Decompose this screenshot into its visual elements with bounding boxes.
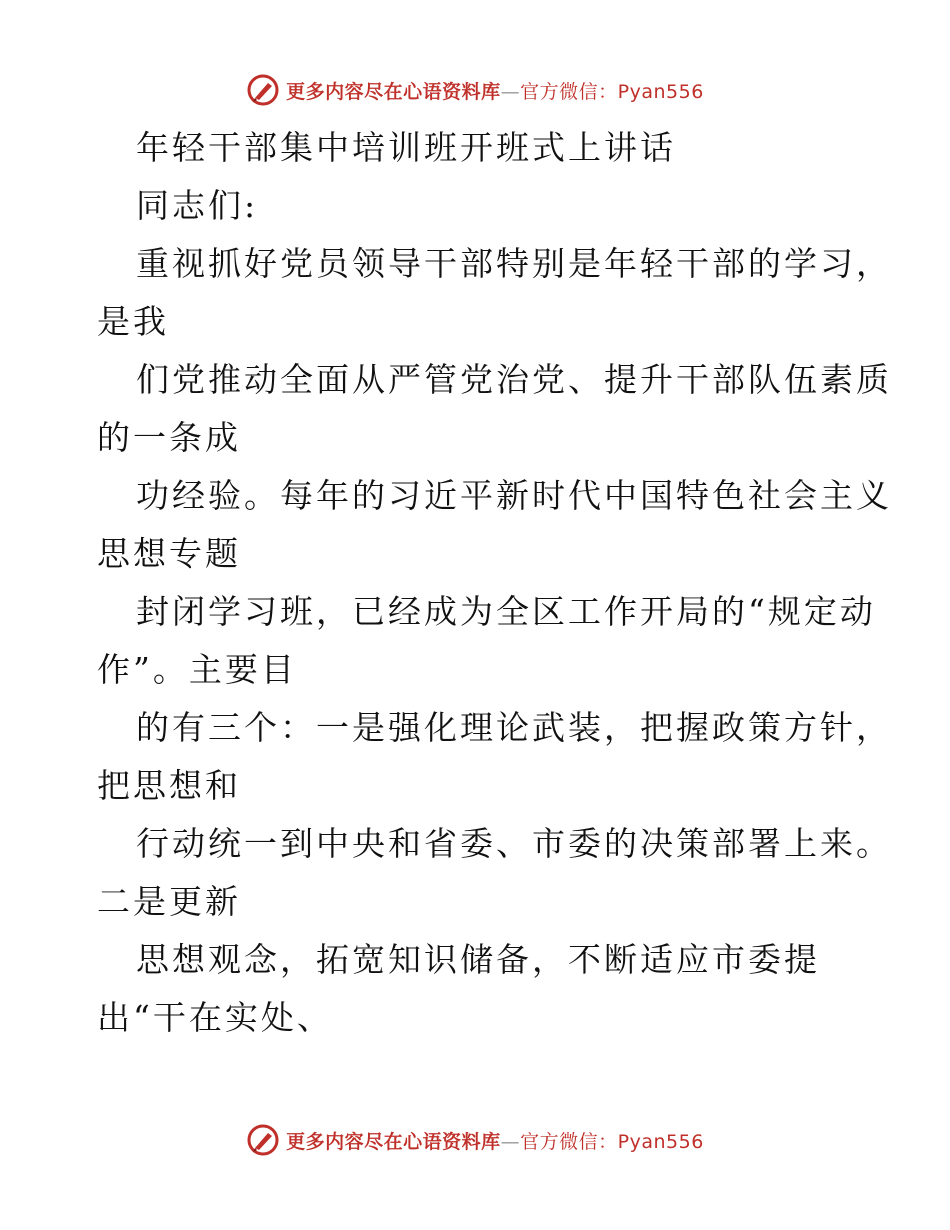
banner-contact: 官方微信：Pyan556 (520, 1130, 704, 1153)
banner-text (286, 77, 704, 104)
paragraph-line: 的一条成 (97, 418, 241, 457)
paragraph-line: 们党推动全面从严管党治党、提升干部队伍素质 (136, 360, 892, 399)
paragraph-line: 作”。主要目 (97, 650, 297, 689)
paragraph-line: 思想观念，拓宽知识储备，不断适应市委提 (136, 940, 820, 979)
paragraph-line: 是我 (97, 302, 169, 341)
banner-brand: 更多内容尽在心语资料库 (286, 80, 501, 103)
banner-separator: — (500, 1130, 521, 1153)
document-title: 年轻干部集中培训班开班式上讲话 (136, 128, 676, 167)
paragraph-line: 封闭学习班，已经成为全区工作开局的“规定动 (136, 592, 876, 631)
paragraph-line: 二是更新 (97, 882, 241, 921)
paragraph-line: 把思想和 (97, 766, 241, 805)
banner-separator: — (500, 80, 521, 103)
paragraph-line: 功经验。每年的习近平新时代中国特色社会主义 (136, 476, 892, 515)
header-banner (0, 70, 950, 110)
banner-contact: 官方微信：Pyan556 (520, 80, 704, 103)
paragraph-line: 思想专题 (97, 534, 241, 573)
banner-text (286, 1127, 704, 1154)
pen-logo-icon (246, 1123, 280, 1157)
pen-logo-icon (246, 73, 280, 107)
paragraph-line: 的有三个：一是强化理论武装，把握政策方针， (136, 708, 892, 747)
paragraph-line: 重视抓好党员领导干部特别是年轻干部的学习， (136, 244, 892, 283)
banner-brand: 更多内容尽在心语资料库 (286, 1130, 501, 1153)
paragraph-line: 出“干在实处、 (97, 998, 333, 1037)
footer-banner (0, 1120, 950, 1160)
paragraph-line: 行动统一到中央和省委、市委的决策部署上来。 (136, 824, 892, 863)
salutation: 同志们: (136, 186, 259, 225)
